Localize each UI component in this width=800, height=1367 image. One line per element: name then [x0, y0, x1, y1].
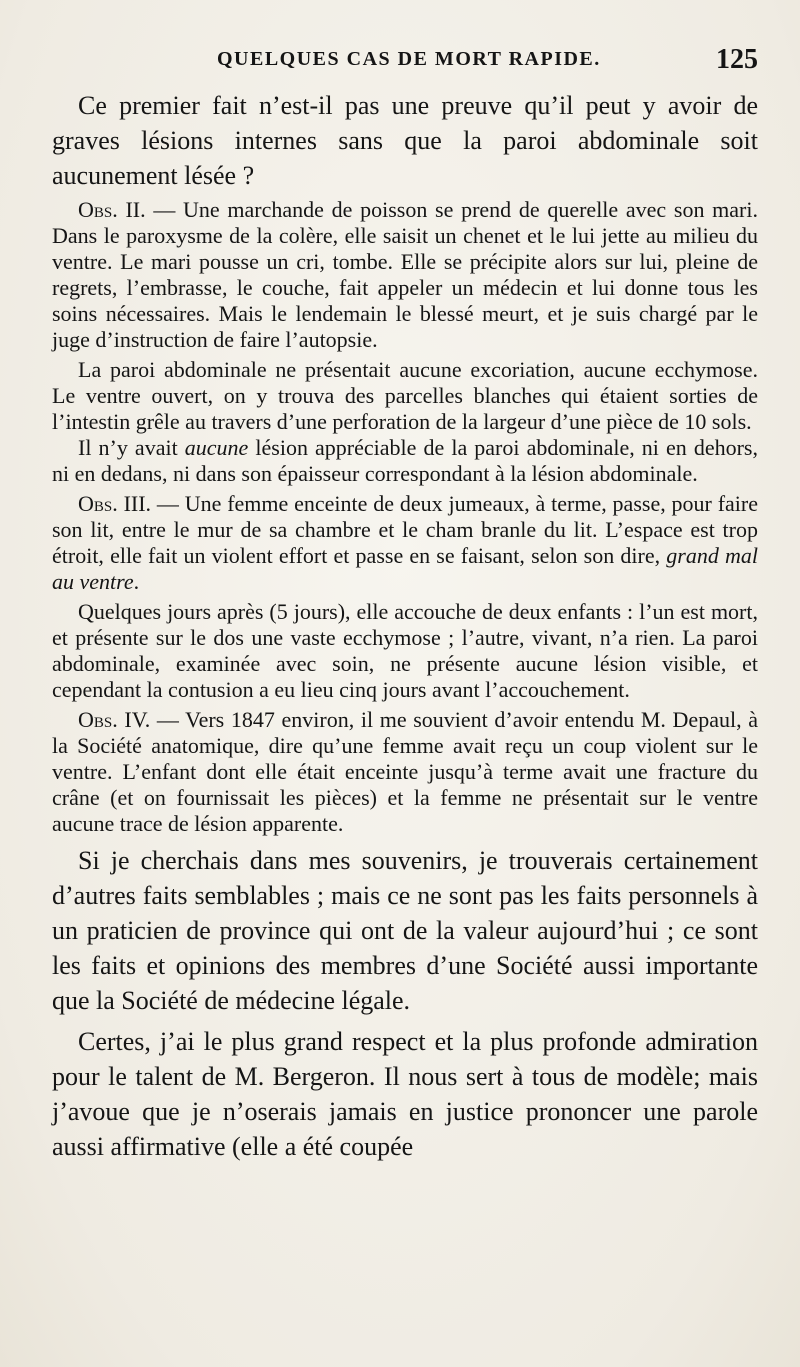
paragraph-6-text: Quelques jours après (5 jours), elle accouche de deux enfants : l’un est mort, et présente sur le dos une vaste ecchymose ; l’autre, vivant, n’a rien. La paroi abdominale, examinée avec soin, ne présente aucune lésion visible, et cependant la contusion a eu lieu cinq jours avant l’accouchement.	[52, 599, 758, 702]
paragraph-1-text: Ce premier fait n’est-il pas une preuve qu’il peut y avoir de graves lésions internes sans que la paroi abdominale soit aucunement lésée ?	[52, 91, 758, 190]
page-header	[52, 44, 758, 76]
paragraph-1	[52, 88, 758, 193]
paragraph-9	[52, 1024, 758, 1164]
observation-3-label: Obs. III.	[78, 491, 152, 516]
observation-2-text: — Une marchande de poisson se prend de querelle avec son mari. Dans le paroxysme de la colère, elle saisit un chenet et le lui jette au milieu du ventre. Le mari pousse un cri, tombe. Elle se précipite alors sur lui, pleine de regrets, l’embrasse, le couche, fait appeler un médecin et lui donne tous les soins nécessaires. Mais le lendemain le blessé meurt, et je suis chargé par le juge d’instruction de faire l’autopsie.	[52, 197, 758, 352]
paragraph-3	[52, 357, 758, 435]
paragraph-9-text: Certes, j’ai le plus grand respect et la plus profonde admiration pour le talent de M. Bergeron. Il nous sert à tous de modèle; mais j’avoue que je n’oserais jamais en justice prononcer une parole aussi affirmative (elle a été coupée	[52, 1027, 758, 1161]
observation-2	[52, 197, 758, 353]
paragraph-4-emphasis: aucune	[184, 435, 249, 460]
paragraph-8	[52, 843, 758, 1018]
paragraph-4-text-end: lésion appréciable de la paroi abdominale, ni en dehors, ni en dedans, ni dans son épaisseur correspondant à la lésion abdominale.	[52, 435, 758, 486]
paragraph-4-text-start: Il n’y avait	[78, 435, 185, 460]
page-number: 125	[716, 44, 758, 75]
observation-2-label: Obs. II.	[78, 197, 146, 222]
observation-4-text: — Vers 1847 environ, il me souvient d’avoir entendu M. Depaul, à la Société anatomique, dire qu’une femme avait reçu un coup violent sur le ventre. L’enfant dont elle était enceinte jusqu’à terme avait une fracture du crâne (et on fournissait les pièces) et la femme ne présentait sur le ventre aucune trace de lésion apparente.	[52, 707, 758, 836]
running-title: QUELQUES CAS DE MORT RAPIDE.	[217, 48, 601, 70]
paragraph-6	[52, 599, 758, 703]
observation-3-text-end: .	[133, 569, 140, 594]
paragraph-4	[52, 435, 758, 487]
paragraph-3-text: La paroi abdominale ne présentait aucune excoriation, aucune ecchymose. Le ventre ouvert, on y trouva des parcelles blanches qui étaient sorties de l’intestin grêle au travers d’une perforation de la largeur d’une pièce de 10 sols.	[52, 357, 758, 434]
observation-4	[52, 707, 758, 837]
observation-4-label: Obs. IV.	[78, 707, 151, 732]
observation-3	[52, 491, 758, 595]
paragraph-8-text: Si je cherchais dans mes souvenirs, je trouverais certainement d’autres faits semblables ; mais ce ne sont pas les faits personnels à un praticien de province qui ont de la valeur aujourd’hui ; ce sont les faits et opinions des membres d’une Société aussi importante que la Société de médecine légale.	[52, 846, 758, 1015]
page-body	[52, 88, 758, 1164]
observation-3-emphasis: grand mal au ventre	[52, 543, 759, 594]
observation-3-text-start: — Une femme enceinte de deux jumeaux, à terme, passe, pour faire son lit, entre le mur de sa chambre et le cham branle du lit. L’espace est trop étroit, elle fait un violent effort et passe en se faisant, selon son dire,	[52, 491, 759, 568]
